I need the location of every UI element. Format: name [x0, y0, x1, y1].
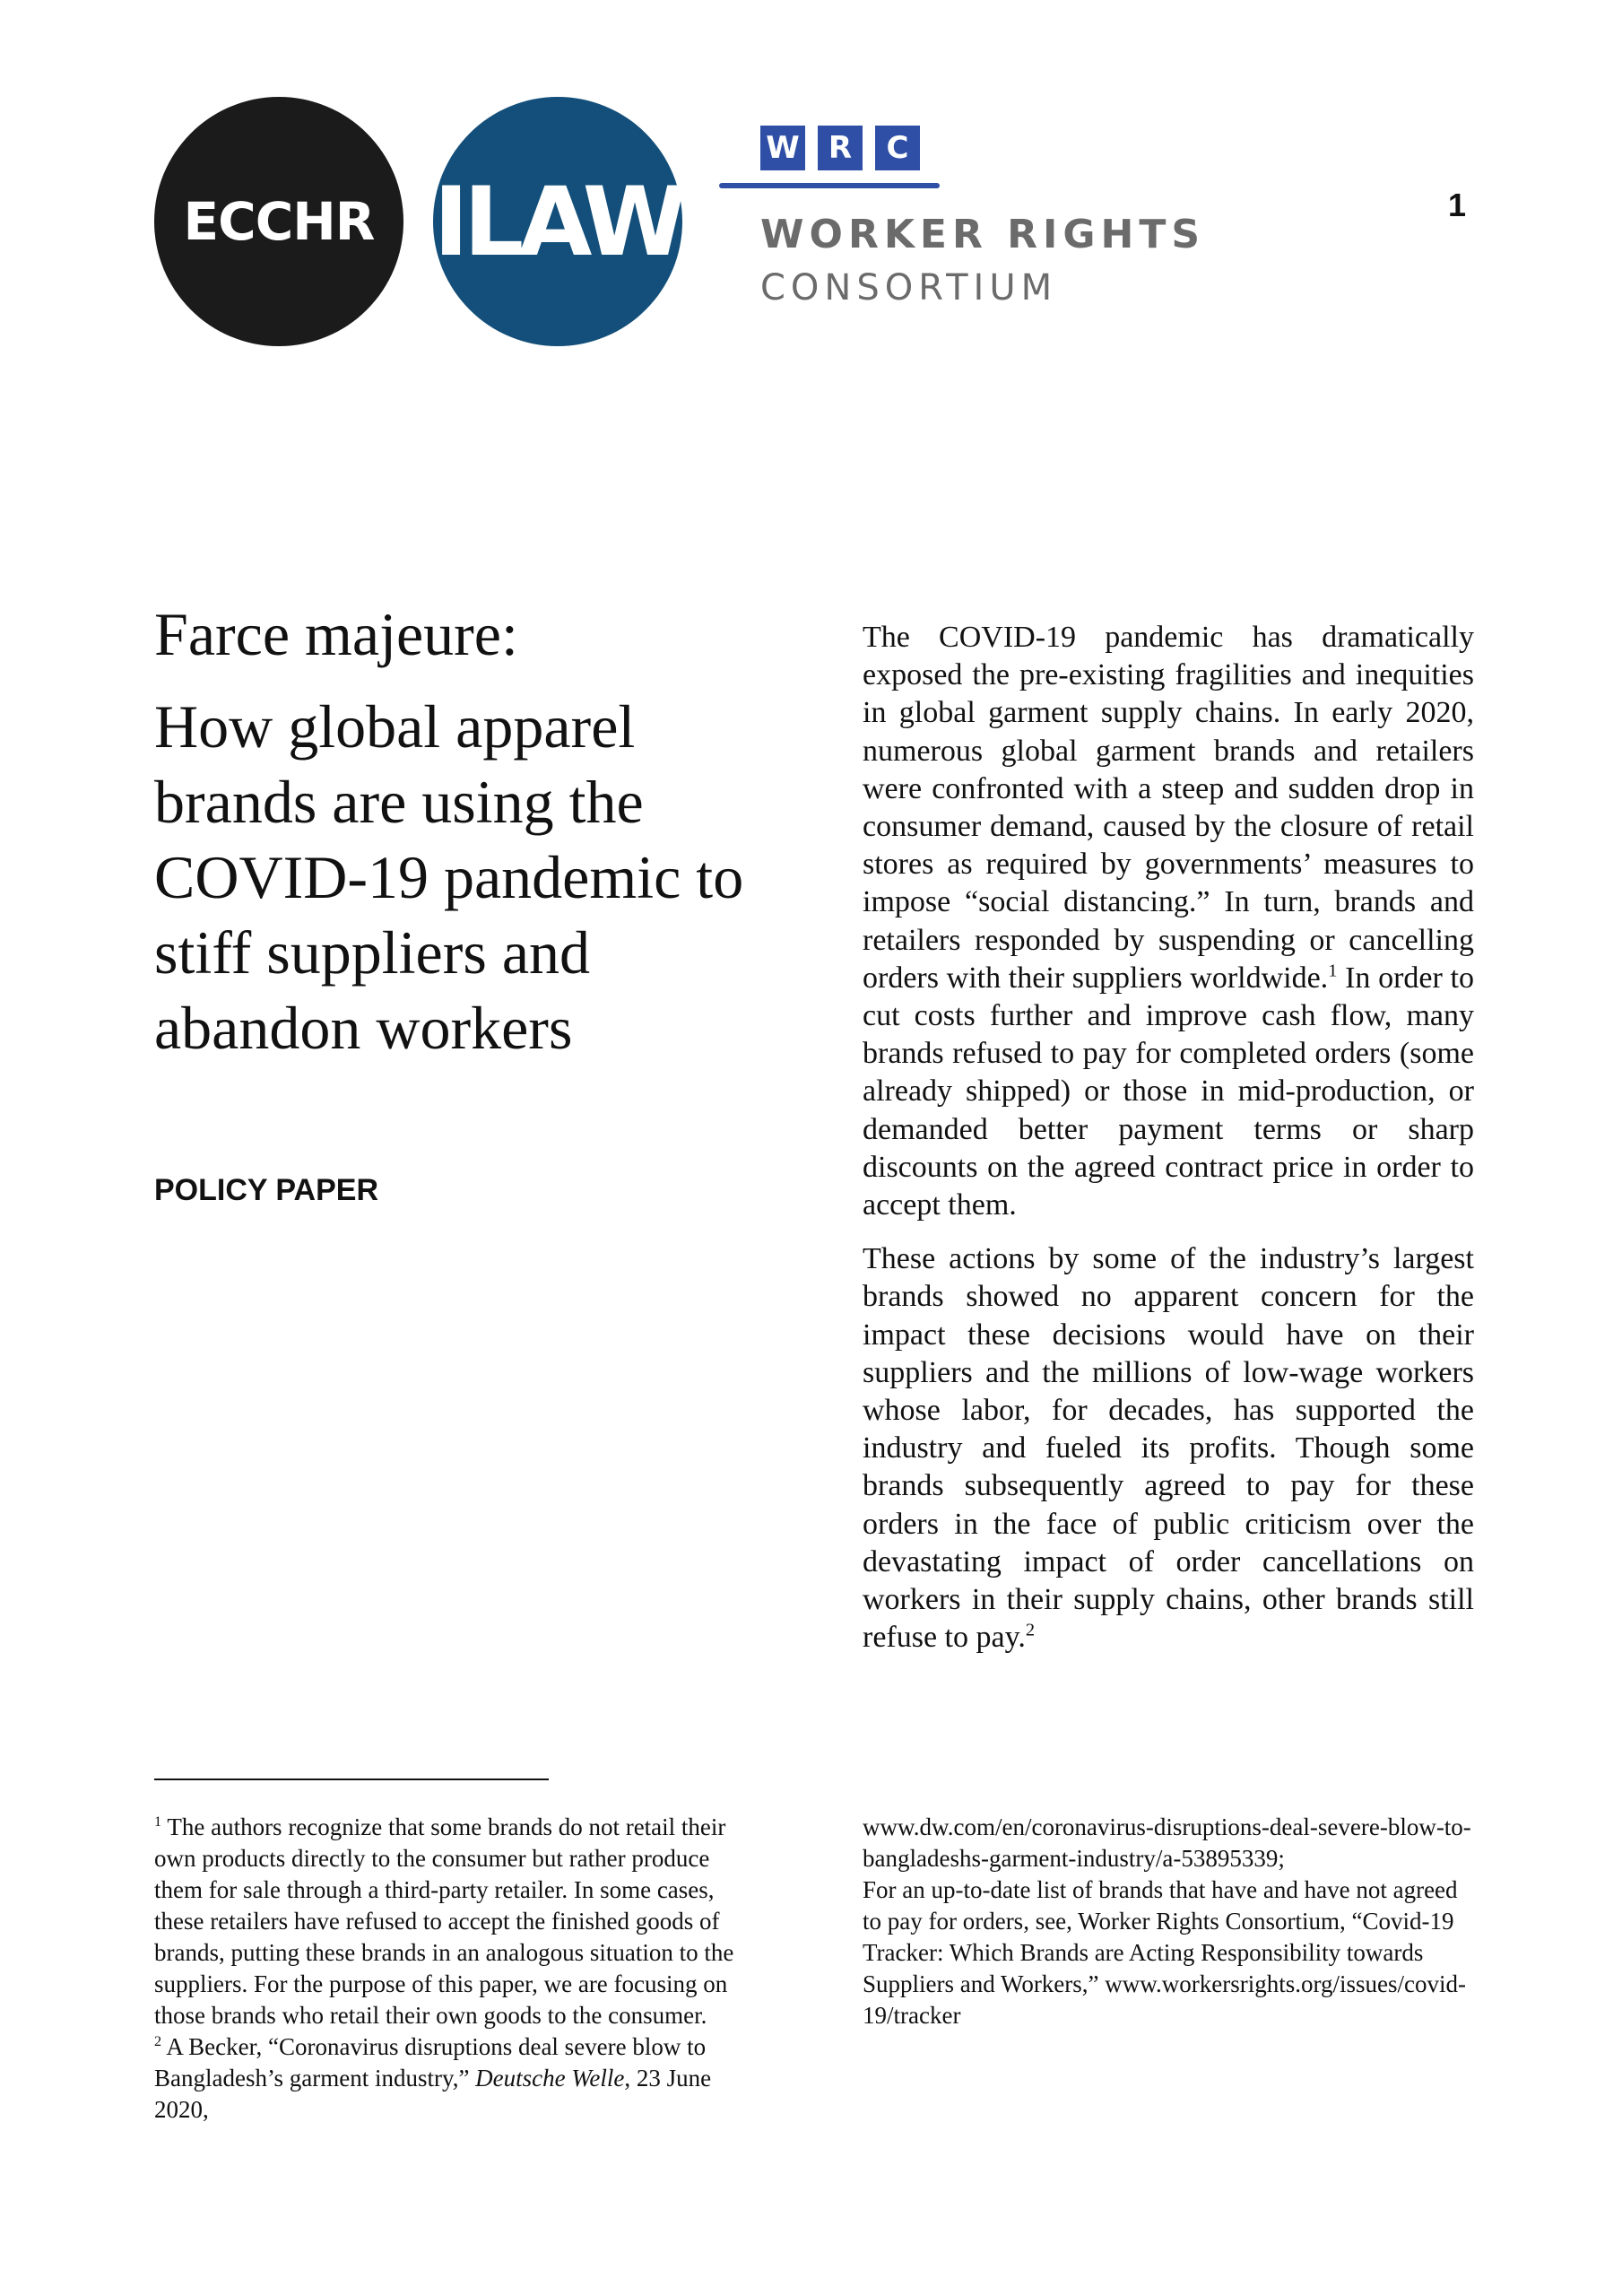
wrc-logo — [719, 126, 1206, 323]
footnote-2 — [154, 2031, 764, 2126]
footnote-divider — [154, 1779, 549, 1780]
wrc-letter-w: W — [760, 126, 805, 170]
wrc-name: WORKER RIGHTS — [760, 212, 1206, 257]
body-text — [863, 619, 1474, 1657]
footnote-2-more: For an up-to-date list of brands that have and have not agreed to pay for orders, see, Worker Rights Consortium, “Covid-19 Tracker: Which Brands are Acting Responsibility towards Suppliers and Workers,” www.workersrights.org/issues/covid-19/tracker — [863, 1876, 1466, 2029]
footnote-2-url: www.dw.com/en/coronavirus-disruptions-deal-severe-blow-to-bangladeshs-garment-industry/a-53895339; — [863, 1813, 1471, 1872]
wrc-letter-r: R — [818, 126, 863, 170]
footnote-ref-1: 1 — [1328, 961, 1338, 981]
footnote-2-number: 2 — [154, 2033, 162, 2049]
footnotes-left — [154, 1812, 764, 2126]
ilaw-logo-text: ILAW — [433, 166, 682, 277]
wrc-letter-c: C — [875, 126, 920, 170]
paragraph-1 — [863, 619, 1474, 1224]
ilaw-logo — [433, 97, 682, 346]
wrc-underline — [719, 183, 940, 188]
footnote-1-number: 1 — [154, 1813, 162, 1830]
wrc-letter-boxes — [760, 126, 920, 170]
ecchr-logo — [154, 97, 403, 346]
paragraph-2-text: These actions by some of the industry’s largest brands showed no apparent concern for the impact these decisions would have on their suppliers and the millions of low-wage workers whose labor, for decades, has supported the industry and fueled its profits. Though some brands subsequently agreed to pay for these orders in the face of public criticism over the devastating impact of order cancellations on workers in their supply chains, other brands still refuse to pay. — [863, 1242, 1474, 1655]
footnote-ref-2: 2 — [1025, 1620, 1036, 1640]
footnote-1 — [154, 1812, 764, 2031]
footnotes-right — [863, 1812, 1481, 2031]
paragraph-2 — [863, 1240, 1474, 1657]
paragraph-1-continuation: In order to cut costs further and improve cash flow, many brands refused to pay for completed orders (some already shipped) or those in mid-production, or demanded better payment terms or sharp discounts on the agreed contract price in order to accept them. — [863, 961, 1474, 1222]
footnote-2-publication: Deutsche Welle — [475, 2065, 625, 2092]
page-title: Farce majeure: — [154, 600, 518, 668]
wrc-subname: CONSORTIUM — [760, 267, 1058, 309]
footnote-2-text: A Becker, “Coronavirus disruptions deal severe blow to Bangladesh’s garment industry,” — [154, 2033, 707, 2092]
page-number: 1 — [1448, 187, 1467, 223]
ecchr-logo-text: ECCHR — [183, 191, 375, 252]
document-type-label: POLICY PAPER — [154, 1173, 379, 1207]
paragraph-1-text: The COVID-19 pandemic has dramatically exposed the pre-existing fragilities and inequities in global garment supply chains. In early 2020, numerous global garment brands and retailers were confronted with a steep and sudden drop in consumer demand, caused by the closure of retail stores as required by governments’ measures to impose “social distancing.” In turn, brands and retailers responded by suspending or cancelling orders with their suppliers worldwide. — [863, 621, 1474, 995]
footnote-1-text: The authors recognize that some brands do not retail their own products directly to the consumer but rather produce them for sale through a third-party retailer. In some cases, these retailers have refused to accept the finished goods of brands, putting these brands in an analogous situation to the suppliers. For the purpose of this paper, we are focusing on those brands who retail their own goods to the consumer. — [154, 1813, 734, 2029]
page-subtitle: How global apparel brands are using the COVID-19 pandemic to stiff suppliers and abandon workers — [154, 692, 744, 1062]
footnote-2-date: , 23 June 2020, — [154, 2065, 712, 2123]
